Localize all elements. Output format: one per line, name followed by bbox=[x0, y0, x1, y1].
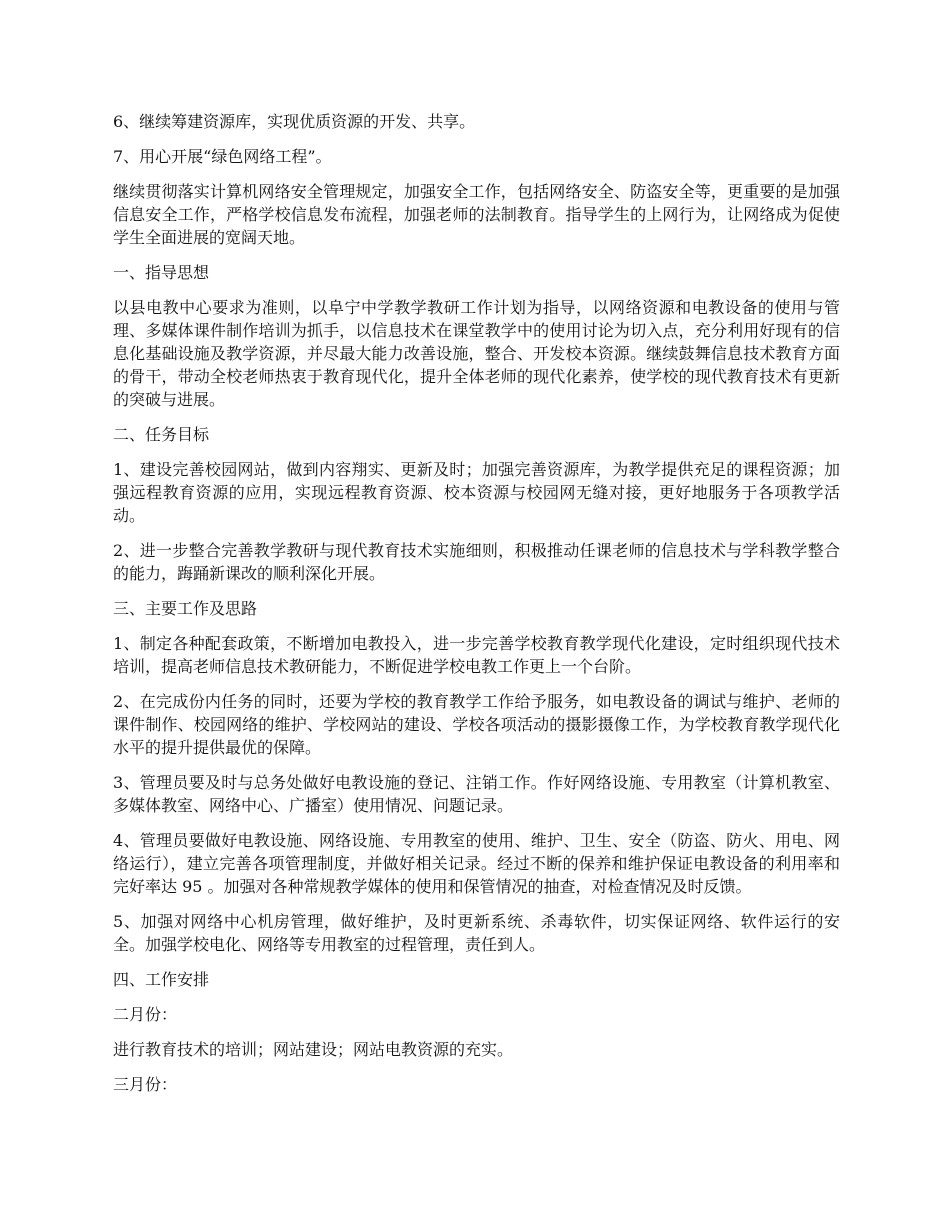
list-item: 1、制定各种配套政策，不断增加电教投入，进一步完善学校教育教学现代化建设，定时组织现代技术培训，提高老师信息技术教研能力，不断促进学校电教工作更上一个台阶。 bbox=[113, 634, 840, 676]
list-item: 5、加强对网络中心机房管理，做好维护，及时更新系统、杀毒软件，切实保证网络、软件运行的安全。加强学校电化、网络等专用教室的过程管理，责任到人。 bbox=[113, 912, 840, 954]
body-paragraph: 以县电教中心要求为准则，以阜宁中学教学教研工作计划为指导，以网络资源和电教设备的使用与管理、多媒体课件制作培训为抓手，以信息技术在课堂教学中的使用讨论为切入点，充分利用好现有的信息化基础设施及教学资源，并尽最大能力改善设施，整合、开发校本资源。继续鼓舞信息技术教育方面的骨干，带动全校老师热衷于教育现代化，提升全体老师的现代化素养，使学校的现代教育技术有更新的突破与进展。 bbox=[113, 298, 840, 409]
month-label: 三月份： bbox=[113, 1075, 178, 1094]
document-page bbox=[113, 110, 840, 1108]
section-heading: 二、任务目标 bbox=[113, 425, 210, 444]
body-paragraph: 进行教育技术的培训；网站建设；网站电教资源的充实。 bbox=[113, 1040, 514, 1059]
list-item: 1、建设完善校园网站，做到内容翔实、更新及时；加强完善资源库，为教学提供充足的课程资源；加强远程教育资源的应用，实现远程教育资源、校本资源与校园网无缝对接，更好地服务于各项教学活动。 bbox=[113, 460, 840, 525]
month-label: 二月份： bbox=[113, 1005, 178, 1024]
section-heading: 一、指导思想 bbox=[113, 263, 210, 282]
list-item: 6、继续筹建资源库，实现优质资源的开发、共享。 bbox=[113, 112, 476, 131]
list-item: 4、管理员要做好电教设施、网络设施、专用教室的使用、维护、卫生、安全（防盗、防火、用电、网络运行），建立完善各项管理制度，并做好相关记录。经过不断的保养和维护保证电教设备的利用率和完好率达 95 。加强对各种常规教学媒体的使用和保管情况的抽查，对检查情况及时反馈。 bbox=[113, 831, 840, 896]
list-item: 3、管理员要及时与总务处做好电教设施的登记、注销工作。作好网络设施、专用教室（计算机教室、多媒体教室、网络中心、广播室）使用情况、问题记录。 bbox=[113, 773, 840, 815]
list-item: 7、用心开展“绿色网络工程”。 bbox=[113, 147, 332, 166]
section-heading: 四、工作安排 bbox=[113, 970, 210, 989]
body-paragraph: 继续贯彻落实计算机网络安全管理规定，加强安全工作，包括网络安全、防盗安全等，更重要的是加强信息安全工作，严格学校信息发布流程，加强老师的法制教育。指导学生的上网行为，让网络成为促使学生全面进展的宽阔天地。 bbox=[113, 182, 840, 247]
section-heading: 三、主要工作及思路 bbox=[113, 599, 258, 618]
list-item: 2、进一步整合完善教学教研与现代教育技术实施细则，积极推动任课老师的信息技术与学科教学整合的能力，踇踊新课改的顺利深化开展。 bbox=[113, 541, 840, 583]
list-item: 2、在完成份内任务的同时，还要为学校的教育教学工作给予服务，如电教设备的调试与维护、老师的课件制作、校园网络的维护、学校网站的建设、学校各项活动的摄影摄像工作，为学校教育教学现代化水平的提升提供最优的保障。 bbox=[113, 692, 840, 757]
